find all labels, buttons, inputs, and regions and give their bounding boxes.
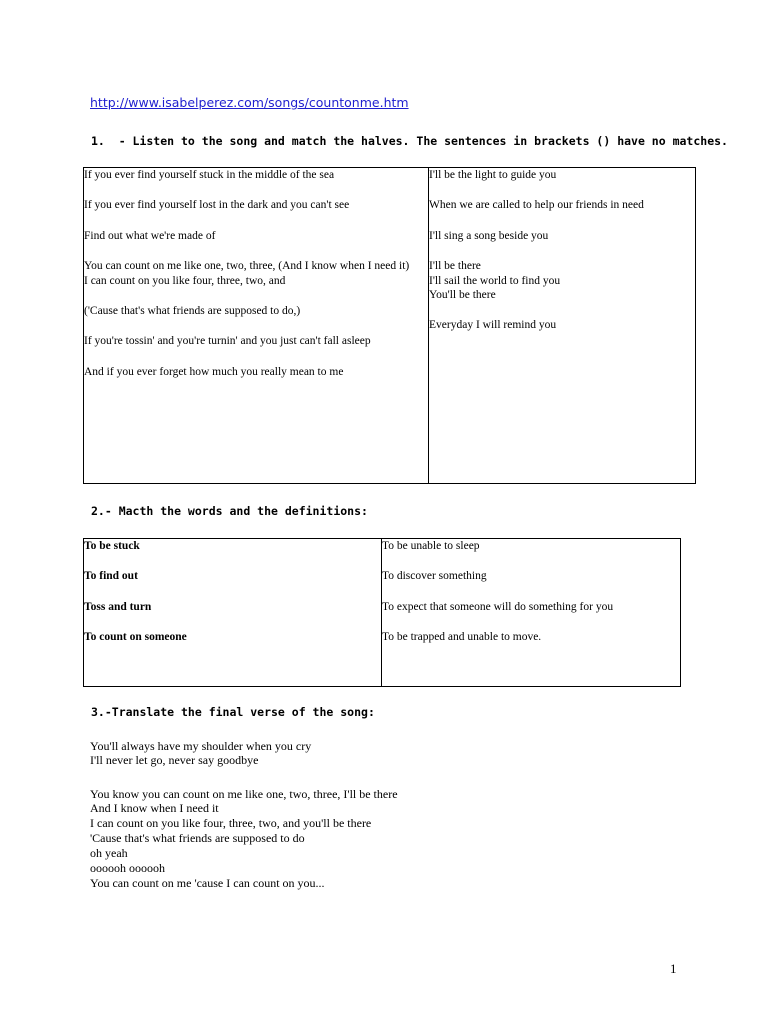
verse-line: I can count on you like four, three, two, and you'll be there [90,816,372,830]
page-number: 1 [670,961,677,976]
left-halves-column [84,168,428,483]
definition-item: To discover something [382,570,487,582]
left-half-line: If you're tossin' and you're turnin' and you just can't fall asleep [84,335,371,347]
matching-table-halves [83,167,696,484]
right-half-line: You'll be there [429,289,496,301]
right-half-line: I'll sing a song beside you [429,230,549,242]
definition-item: To be trapped and unable to move. [382,631,542,643]
left-half-line: Find out what we're made of [84,230,216,242]
definitions-column [382,539,680,686]
word-item: To be stuck [84,540,140,552]
verse-line: You can count on me 'cause I can count on you... [90,876,325,890]
verse-line: oh yeah [90,846,128,860]
right-half-line: When we are called to help our friends in need [429,199,644,211]
left-half-line: I can count on you like four, three, two, and [84,275,286,287]
left-half-line: You can count on me like one, two, three, (And I know when I need it) [84,260,410,272]
right-half-line: Everyday I will remind you [429,319,557,331]
definition-item: To expect that someone will do something for you [382,601,614,613]
left-half-line: If you ever find yourself lost in the dark and you can't see [84,199,350,211]
verse-line: You'll always have my shoulder when you cry [90,739,312,753]
section-3-heading: 3.-Translate the final verse of the song: [91,705,375,719]
section-2-heading: 2.- Macth the words and the definitions: [91,504,368,518]
word-item: To find out [84,570,138,582]
verse-line: I'll never let go, never say goodbye [90,753,259,767]
left-half-line: If you ever find yourself stuck in the middle of the sea [84,169,335,181]
left-half-line: ('Cause that's what friends are supposed to do,) [84,305,301,317]
right-half-line: I'll be the light to guide you [429,169,557,181]
matching-table-definitions [83,538,681,687]
word-item: Toss and turn [84,601,152,613]
word-item: To count on someone [84,631,187,643]
right-halves-column [429,168,695,483]
right-half-line: I'll sail the world to find you [429,275,561,287]
verse-line: You know you can count on me like one, two, three, I'll be there [90,787,398,801]
definition-item: To be unable to sleep [382,540,480,552]
section-1-heading: 1. - Listen to the song and match the halves. The sentences in brackets () have no matches. [91,134,728,148]
verse-line: And I know when I need it [90,801,219,815]
right-half-line: I'll be there [429,260,481,272]
verse-line: 'Cause that's what friends are supposed to do [90,831,305,845]
words-column [84,539,381,686]
song-url-link[interactable]: http://www.isabelperez.com/songs/countonme.htm [90,95,409,110]
verse-line: oooooh oooooh [90,861,165,875]
left-half-line: And if you ever forget how much you really mean to me [84,366,344,378]
